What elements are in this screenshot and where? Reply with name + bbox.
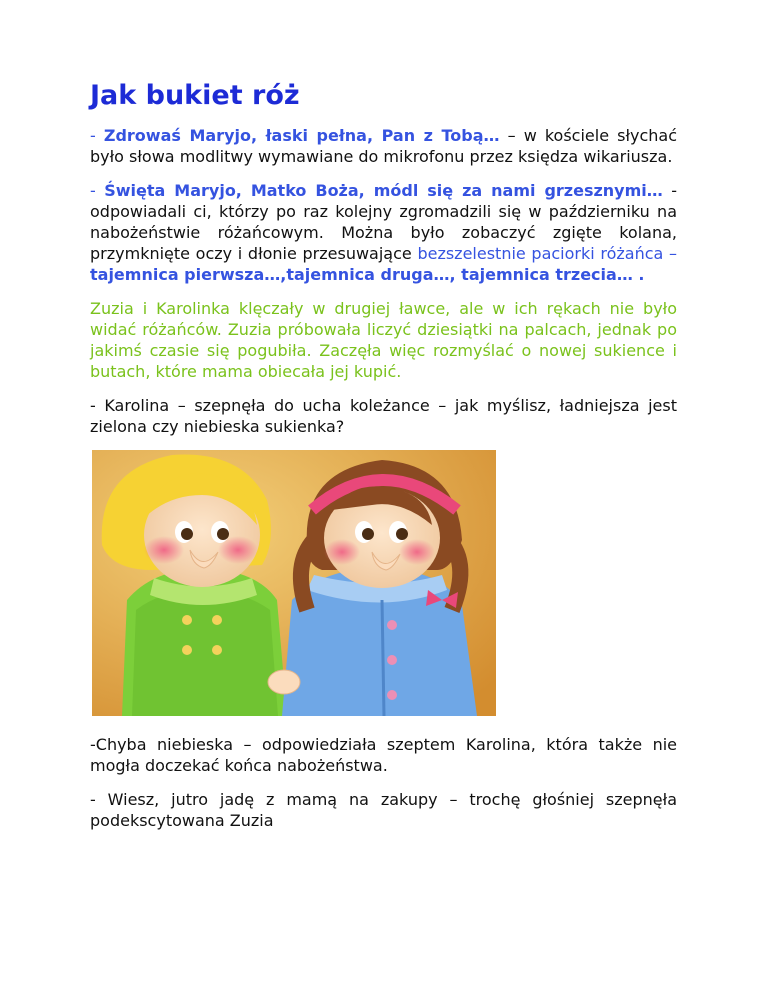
paragraph-2 (90, 180, 677, 285)
paragraph-6: - Wiesz, jutro jadę z mamą na zakupy – trochę głośniej szepnęła podekscytowana Zuzia (90, 790, 677, 830)
dash-separator: – (663, 244, 678, 263)
rosary-beads-phrase: bezszelestnie paciorki różańca (417, 244, 664, 263)
prayer-text-1: Zdrowaś Maryjo, łaski pełna, Pan z Tobą… (103, 126, 500, 145)
page-title: Jak bukiet róż (90, 80, 300, 111)
prayer-text-2: Święta Maryjo, Matko Boża, módl się za nami grzesznymi… (104, 181, 663, 200)
paragraph-5: -Chyba niebieska – odpowiedziała szeptem Karolina, która także nie mogła doczekać końca nabożeństwa. (90, 735, 677, 775)
girls-illustration (92, 450, 496, 716)
dash-prefix: - (90, 126, 104, 145)
paragraph-2-rest: - odpowiadali ci, którzy po raz kolejny zgromadzili się w październiku na nabożeństwie różańcowym. Można było zobaczyć zgięte kolana, przymknięte oczy i dłonie przesuwające (90, 181, 678, 263)
paragraph-3: Zuzia i Karolinka klęczały w drugiej ławce, ale w ich rękach nie było widać różańców. Zuzia próbowała liczyć dziesiątki na palcach, jednak po jakimś czasie się pogubiła. Zaczęła więc rozmyślać o nowej sukience i butach, które mama obiecała jej kupić. (90, 299, 677, 381)
story-page (90, 80, 677, 844)
mysteries-phrase: tajemnica pierwsza…,tajemnica druga…, tajemnica trzecia… . (90, 265, 645, 284)
dash-prefix: - (90, 181, 105, 200)
paragraph-1-rest: – w kościele słychać było słowa modlitwy wymawiane do mikrofonu przez księdza wikariusza. (90, 126, 678, 166)
holding-hands (268, 670, 300, 694)
paragraph-1 (90, 125, 677, 167)
paragraph-4: - Karolina – szepnęła do ucha koleżance – jak myślisz, ładniejsza jest zielona czy niebieska sukienka? (90, 396, 677, 436)
